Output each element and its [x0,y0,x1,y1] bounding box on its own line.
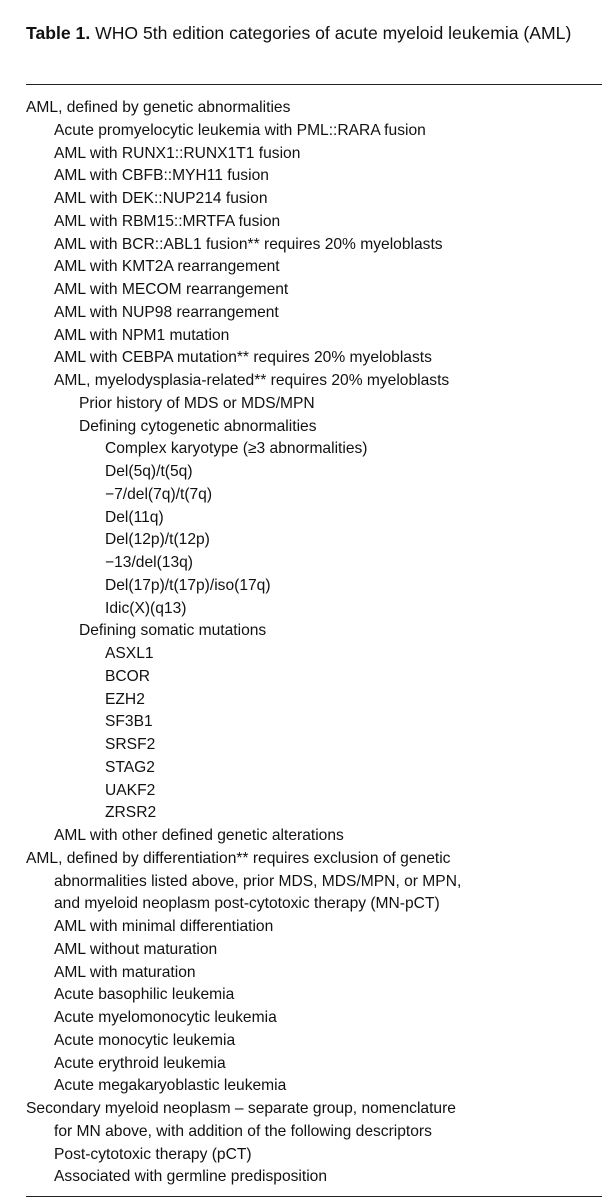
table-row: AML without maturation [54,940,218,958]
table-row: AML with NUP98 rearrangement [54,303,279,321]
table-row: AML with KMT2A rearrangement [54,258,280,276]
table-row: Defining cytogenetic abnormalities [79,417,317,435]
table-row: AML with BCR::ABL1 fusion** requires 20% myeloblasts [54,235,443,253]
table-row: Acute erythroid leukemia [54,1054,226,1072]
table-row: SF3B1 [105,713,153,731]
table-row: STAG2 [105,758,155,776]
table-row: Del(12p)/t(12p) [105,531,210,549]
table-row: BCOR [105,667,151,685]
table-bottom-rule [26,1196,602,1197]
table-row: Acute monocytic leukemia [54,1031,236,1049]
table-row: AML, defined by genetic abnormalities [26,99,291,116]
table-row: EZH2 [105,690,145,708]
table-row: Acute megakaryoblastic leukemia [54,1077,287,1095]
table-caption-label: Table 1. [26,23,91,43]
table-row: Del(11q) [105,508,164,526]
table-row: Secondary myeloid neoplasm – separate group, nomenclature [26,1100,456,1117]
table-row: Idic(X)(q13) [105,599,187,617]
table-row: AML with CBFB::MYH11 fusion [54,167,269,185]
table-row: −13/del(13q) [105,554,193,571]
table-row: Prior history of MDS or MDS/MPN [79,394,315,412]
table-row: AML with other defined genetic alterations [54,827,344,844]
table-row: Acute basophilic leukemia [54,986,235,1004]
table-row: Del(5q)/t(5q) [105,463,193,480]
table-row: ASXL1 [105,645,154,662]
table-row: AML with RUNX1::RUNX1T1 fusion [54,144,301,162]
table-row: for MN above, with addition of the following descriptors [54,1122,432,1140]
table-row: ZRSR2 [105,804,157,822]
table-caption-text: WHO 5th edition categories of acute myeloid leukemia (AML) [90,23,572,43]
table-row: Acute myelomonocytic leukemia [54,1009,277,1026]
table-row: AML with RBM15::MRTFA fusion [54,212,281,230]
table-row: AML with DEK::NUP214 fusion [54,190,268,207]
table-row: AML with maturation [54,963,196,981]
table-row: AML, myelodysplasia-related** requires 20% myeloblasts [54,372,450,389]
table-row: Complex karyotype (≥3 abnormalities) [105,440,368,458]
table-body [0,97,612,1189]
table-row: Defining somatic mutations [79,622,267,640]
table-row: SRSF2 [105,736,156,753]
table-row: AML with MECOM rearrangement [54,281,289,298]
table-caption [26,22,586,45]
table-top-rule [26,84,602,85]
table-row: and myeloid neoplasm post-cytotoxic therapy (MN-pCT) [54,895,440,913]
table-row: −7/del(7q)/t(7q) [105,485,213,503]
table-row: Del(17p)/t(17p)/iso(17q) [105,576,271,594]
table-row: AML, defined by differentiation** requires exclusion of genetic [26,849,451,867]
table-row: UAKF2 [105,781,156,799]
table-row: AML with CEBPA mutation** requires 20% myeloblasts [54,349,432,367]
table-row: abnormalities listed above, prior MDS, MDS/MPN, or MPN, [54,872,462,890]
table-row: Post-cytotoxic therapy (pCT) [54,1145,252,1163]
table-row: Acute promyelocytic leukemia with PML::RARA fusion [54,121,426,139]
table-row: AML with NPM1 mutation [54,326,230,344]
table-row: Associated with germline predisposition [54,1168,328,1186]
table-row: AML with minimal differentiation [54,918,274,935]
